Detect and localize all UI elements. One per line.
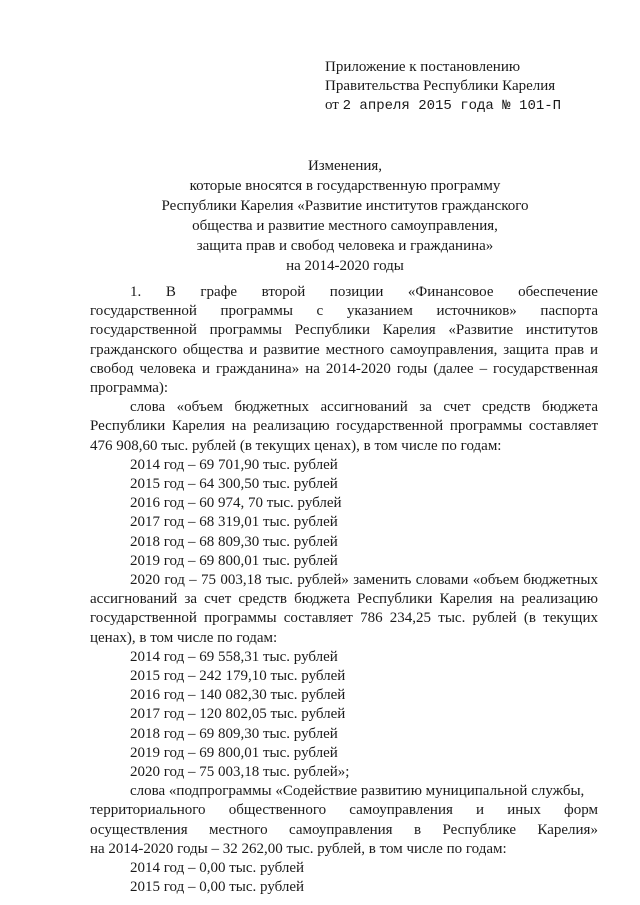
title-line-5: защита прав и свобод человека и гражданина»	[196, 238, 494, 254]
word: местного	[209, 821, 268, 838]
title-line-3: Республики Карелия «Развитие институтов гражданского	[161, 198, 529, 214]
word: программы	[220, 303, 293, 320]
new-year-line: 2017 год – 120 802,05 тыс. рублей	[130, 706, 346, 723]
document-title	[90, 156, 600, 276]
word: 1.	[130, 284, 142, 300]
word: указанием	[346, 303, 413, 320]
title-line-4: общества и развитие местного самоуправления,	[192, 218, 498, 234]
document-body	[90, 283, 598, 898]
old-budget-paragraph: слова «объем бюджетных ассигнований за счет средств бюджета Республики Карелия на реализацию государственной программы составляет 476 908,60 тыс. рублей (в текущих ценах), в том числе по годам:	[90, 399, 598, 454]
word: Республике	[442, 821, 516, 838]
word: обеспечение	[518, 284, 598, 300]
item-1-paragraph: государственной программы Республики Карелия «Развитие институтов гражданского общества и развитие местного самоуправления, защита прав и свобод человека и гражданина» на 2014-2020 годы (далее – государственная программа):	[90, 322, 598, 397]
word: форм	[564, 802, 598, 819]
appendix-line-2: Правительства Республики Карелия	[325, 78, 556, 94]
replacement-paragraph: 2020 год – 75 003,18 тыс. рублей» заменить словами «объем бюджетных ассигнований за счет средств бюджета Республики Карелия на реализацию государственной программы составляет 786 234,25 тыс. рублей (в текущих ценах), в том числе по годам:	[90, 572, 598, 646]
title-line-6: на 2014-2020 годы	[286, 258, 404, 274]
word: иных	[507, 802, 541, 819]
word: в	[413, 821, 422, 838]
old-year-line: 2018 год – 68 809,30 тыс. рублей	[130, 533, 338, 550]
item-1-line-1	[90, 283, 598, 302]
word: источников»	[436, 303, 517, 320]
new-year-line: 2019 год – 69 800,01 тыс. рублей	[130, 744, 338, 761]
word: территориального	[90, 802, 206, 819]
old-year-line: 2016 год – 60 974, 70 тыс. рублей	[130, 495, 342, 512]
old-year-line: 2015 год – 64 300,50 тыс. рублей	[130, 476, 338, 493]
appendix-line-3	[325, 96, 561, 116]
word: с	[316, 303, 324, 320]
new-year-line: 2014 год – 69 558,31 тыс. рублей	[130, 648, 338, 665]
old-year-line: 2019 год – 69 800,01 тыс. рублей	[130, 552, 338, 569]
word: второй	[261, 284, 306, 300]
word: позиции	[329, 284, 384, 300]
appendix-date-stamp: 2 апреля 2015 года № 101-П	[342, 98, 562, 114]
item-1-line-2	[90, 302, 598, 321]
word: В	[165, 284, 176, 300]
new-year-line: 2020 год – 75 003,18 тыс. рублей»;	[130, 764, 350, 781]
subprogram-line-2	[90, 801, 598, 820]
old-year-line: 2017 год – 68 319,01 тыс. рублей	[130, 514, 338, 531]
word: осуществления	[90, 821, 188, 838]
new-year-line: 2015 год – 242 179,10 тыс. рублей	[130, 668, 346, 685]
word: графе	[200, 284, 238, 300]
appendix-header	[325, 58, 561, 116]
appendix-date-prefix: от	[325, 97, 343, 113]
new-year-line: 2016 год – 140 082,30 тыс. рублей	[130, 687, 346, 704]
subprogram-year-line: 2014 год – 0,00 тыс. рублей	[130, 860, 305, 877]
old-year-line: 2014 год – 69 701,90 тыс. рублей	[130, 456, 338, 473]
title-line-1: Изменения,	[307, 158, 383, 174]
word: паспорта	[540, 303, 598, 320]
word: «Финансовое	[407, 284, 494, 300]
title-line-2: которые вносятся в государственную программу	[189, 178, 501, 194]
subprogram-line-4: на 2014-2020 годы – 32 262,00 тыс. рублей, в том числе по годам:	[90, 840, 507, 857]
word: Карелия»	[537, 821, 598, 838]
subprogram-year-line: 2015 год – 0,00 тыс. рублей	[130, 879, 305, 896]
appendix-line-1: Приложение к постановлению	[325, 59, 521, 75]
word: государственной	[90, 303, 197, 320]
word: самоуправления	[288, 821, 393, 838]
word: самоуправления	[349, 802, 453, 819]
word: общественного	[228, 802, 327, 819]
subprogram-line-1: слова «подпрограммы «Содействие развитию муниципальной службы,	[130, 783, 585, 800]
new-year-line: 2018 год – 69 809,30 тыс. рублей	[130, 725, 338, 742]
subprogram-line-3	[90, 821, 598, 840]
word: и	[476, 802, 485, 819]
